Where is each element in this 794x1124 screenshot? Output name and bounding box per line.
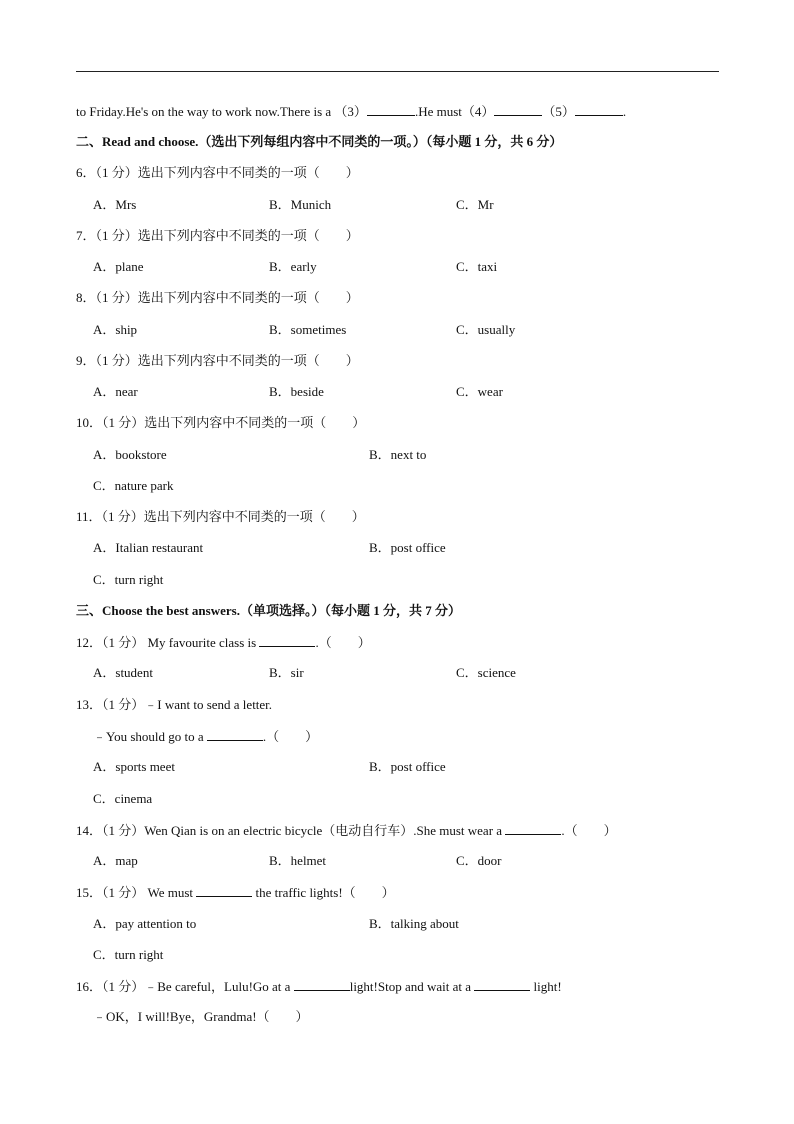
option-a: A．pay attention to bbox=[93, 916, 197, 931]
passage-text: （5） bbox=[542, 104, 575, 119]
question-text: 14．（1 分）Wen Qian is on an electric bicycle（电动自行车）.She must wear a bbox=[76, 823, 506, 838]
question-8: 8．（1 分）选出下列内容中不同类的一项（ ） bbox=[76, 290, 359, 305]
answer-blank bbox=[196, 884, 252, 897]
question-13-line2 bbox=[93, 728, 318, 745]
option-b: B．talking about bbox=[369, 916, 459, 931]
option-c: C．nature park bbox=[93, 478, 174, 493]
question-14 bbox=[76, 822, 617, 839]
option-a: A．bookstore bbox=[93, 447, 167, 462]
option-b: B．post office bbox=[369, 540, 446, 555]
blank-5 bbox=[575, 103, 623, 116]
header-rule bbox=[76, 71, 719, 72]
answer-blank bbox=[259, 634, 315, 647]
question-text: light! bbox=[530, 979, 562, 994]
option-b: B．post office bbox=[369, 759, 446, 774]
question-text: ﹣You should go to a bbox=[93, 729, 207, 744]
question-15 bbox=[76, 884, 395, 901]
option-b: B．Munich bbox=[269, 197, 332, 212]
option-b: B．beside bbox=[269, 384, 324, 399]
option-c: C．cinema bbox=[93, 791, 153, 806]
question-text: 12．（1 分） My favourite class is bbox=[76, 635, 260, 650]
question-16 bbox=[76, 978, 562, 995]
option-a: A．sports meet bbox=[93, 759, 175, 774]
option-b: B．sometimes bbox=[269, 322, 347, 337]
answer-blank bbox=[207, 728, 263, 741]
passage-text: . bbox=[622, 104, 627, 119]
option-a: A．near bbox=[93, 384, 138, 399]
question-text: .（ ） bbox=[315, 635, 371, 650]
option-c: C．door bbox=[456, 853, 502, 868]
question-11: 11．（1 分）选出下列内容中不同类的一项（ ） bbox=[76, 509, 365, 524]
section-heading: 三、Choose the best answers.（单项选择。）（每小题 1 分，共 7 分） bbox=[76, 603, 461, 618]
question-16-line2: ﹣OK，I will!Bye，Grandma!（ ） bbox=[93, 1009, 309, 1024]
option-a: A．Italian restaurant bbox=[93, 540, 204, 555]
section-heading: 二、Read and choose.（选出下列每组内容中不同类的一项。）（每小题 1 分，共 6 分） bbox=[76, 134, 563, 149]
passage-text: .He must（4） bbox=[414, 104, 495, 119]
question-text: 15．（1 分） We must bbox=[76, 885, 197, 900]
option-a: A．plane bbox=[93, 259, 144, 274]
option-a: A．ship bbox=[93, 322, 138, 337]
option-b: B．helmet bbox=[269, 853, 327, 868]
question-text: the traffic lights!（ ） bbox=[252, 885, 395, 900]
option-c: C．turn right bbox=[93, 947, 164, 962]
option-c: C．usually bbox=[456, 322, 516, 337]
option-c: C．science bbox=[456, 665, 516, 680]
option-a: A．student bbox=[93, 665, 153, 680]
option-b: B．early bbox=[269, 259, 317, 274]
question-text: 16．（1 分）﹣Be careful，Lulu!Go at a bbox=[76, 979, 294, 994]
question-6: 6．（1 分）选出下列内容中不同类的一项（ ） bbox=[76, 165, 359, 180]
question-text: .（ ） bbox=[262, 729, 319, 744]
blank-3 bbox=[367, 103, 415, 116]
option-c: C．wear bbox=[456, 384, 503, 399]
question-text: light!Stop and wait at a bbox=[349, 979, 475, 994]
question-9: 9．（1 分）选出下列内容中不同类的一项（ ） bbox=[76, 353, 359, 368]
question-7: 7．（1 分）选出下列内容中不同类的一项（ ） bbox=[76, 228, 359, 243]
answer-blank bbox=[474, 978, 530, 991]
question-12 bbox=[76, 634, 371, 651]
option-c: C．taxi bbox=[456, 259, 498, 274]
option-b: B．next to bbox=[369, 447, 427, 462]
option-a: A．Mrs bbox=[93, 197, 137, 212]
passage-text: to Friday.He's on the way to work now.There is a （3） bbox=[76, 104, 367, 119]
question-10: 10．（1 分）选出下列内容中不同类的一项（ ） bbox=[76, 415, 366, 430]
answer-blank bbox=[505, 822, 561, 835]
option-c: C．turn right bbox=[93, 572, 164, 587]
question-text: .（ ） bbox=[561, 823, 617, 838]
answer-blank bbox=[294, 978, 350, 991]
blank-4 bbox=[494, 103, 542, 116]
passage-continuation bbox=[76, 103, 626, 120]
question-13: 13．（1 分）﹣I want to send a letter. bbox=[76, 697, 273, 712]
option-b: B．sir bbox=[269, 665, 304, 680]
option-a: A．map bbox=[93, 853, 138, 868]
option-c: C．Mr bbox=[456, 197, 494, 212]
